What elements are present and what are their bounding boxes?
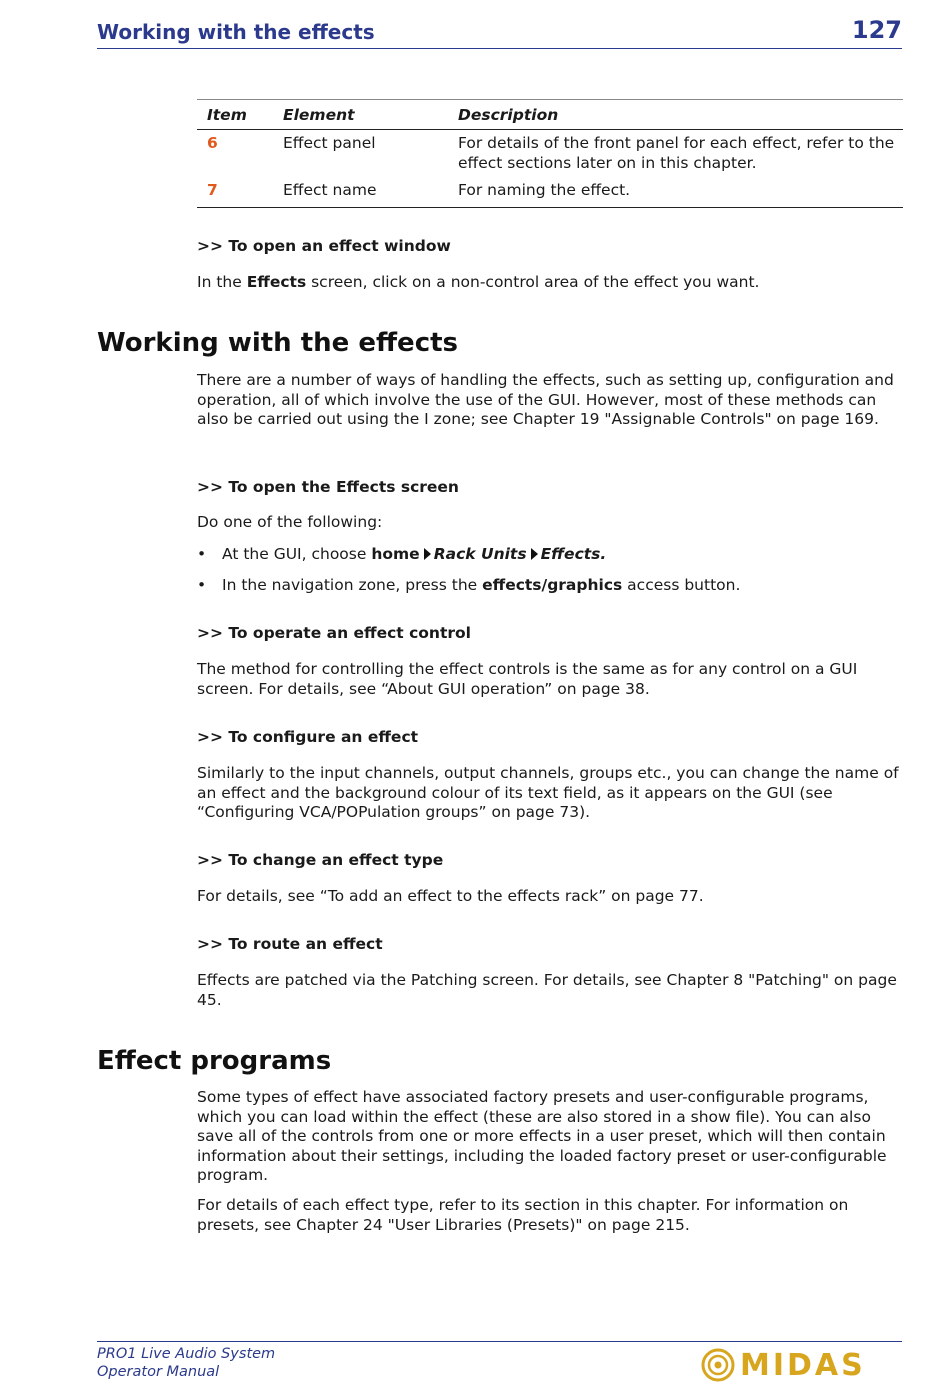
list-item: • In the navigation zone, press the effects/graphics access button.	[197, 575, 741, 594]
item-number: 7	[197, 177, 273, 207]
item-element: Effect name	[273, 177, 448, 207]
procedure-heading-change-type: >> To change an effect type	[197, 851, 444, 869]
item-description: For details of the front panel for each effect, refer to the effect sections later on in this chapter.	[458, 134, 895, 172]
section-intro: There are a number of ways of handling the effects, such as setting up, configuration and operation, all of which involve the use of the GUI. However, most of these methods can also be carried out using the I zone; see Chapter 19 "Assignable Controls" on page 169.	[197, 371, 894, 428]
table-row	[197, 177, 903, 207]
open-window-text: In the Effects screen, click on a non-control area of the effect you want.	[197, 273, 760, 291]
programs-paragraph-2: For details of each effect type, refer to its section in this chapter. For information on presets, see Chapter 24 "User Libraries (Presets)" on page 215.	[197, 1196, 849, 1234]
section-heading-programs: Effect programs	[97, 1046, 332, 1076]
column-header-item: Item	[197, 100, 273, 130]
rack-units-keyword: Rack Units	[433, 545, 527, 563]
section-heading-working: Working with the effects	[97, 328, 459, 358]
items-table	[197, 99, 903, 208]
effects-menu-keyword: Effects.	[540, 545, 607, 563]
item-element: Effect panel	[283, 134, 376, 152]
footer-manual: Operator Manual	[97, 1364, 220, 1380]
triangle-right-icon	[424, 548, 431, 560]
footer-divider	[97, 1341, 902, 1342]
configure-text: Similarly to the input channels, output channels, groups etc., you can change the name of an effect and the background colour of its text field, as it appears on the GUI (see “Configuring VCA/POPulation groups” on page 73).	[197, 764, 899, 821]
footer-text	[97, 1345, 275, 1381]
header-title: Working with the effects	[97, 20, 375, 44]
procedure-heading-open-screen: >> To open the Effects screen	[197, 478, 459, 496]
column-header-element: Element	[273, 100, 448, 130]
effects-keyword: Effects	[246, 273, 307, 291]
home-keyword: home	[371, 545, 420, 563]
table-row	[197, 130, 903, 178]
page-number: 127	[851, 16, 902, 44]
route-text: Effects are patched via the Patching screen. For details, see Chapter 8 "Patching" on page 45.	[197, 971, 897, 1009]
midas-logo-word: MIDAS	[740, 1348, 866, 1383]
bullet: •	[197, 575, 207, 594]
column-header-description: Description	[448, 100, 903, 130]
programs-paragraph-1: Some types of effect have associated factory presets and user-configurable programs, which you can load within the effect (these are also stored in a show file). You can also save all of the controls from one or more effects in a user preset, which will then contain information about their settings, including the loaded factory preset or user-configurable program.	[197, 1088, 887, 1184]
procedure-heading-open-window: >> To open an effect window	[197, 237, 451, 255]
procedure-heading-operate: >> To operate an effect control	[197, 624, 471, 642]
footer-product: PRO1 Live Audio System	[97, 1346, 276, 1362]
item-description: For naming the effect.	[448, 177, 903, 207]
change-type-text: For details, see “To add an effect to the effects rack” on page 77.	[197, 887, 704, 905]
bullet: •	[197, 545, 207, 563]
effects-graphics-keyword: effects/graphics	[482, 575, 623, 594]
midas-logo-icon	[700, 1347, 736, 1383]
procedure-heading-configure: >> To configure an effect	[197, 728, 419, 746]
table-header-row	[197, 100, 903, 130]
procedure-heading-route: >> To route an effect	[197, 935, 383, 953]
open-screen-list	[197, 545, 902, 595]
page-header	[97, 14, 902, 49]
list-item: • At the GUI, choose home Rack Units Effects.	[197, 545, 607, 563]
item-number: 6	[207, 134, 218, 152]
triangle-right-icon	[531, 548, 538, 560]
operate-text: The method for controlling the effect controls is the same as for any control on a GUI screen. For details, see “About GUI operation” on page 38.	[197, 660, 858, 698]
open-screen-lead: Do one of the following:	[197, 513, 383, 531]
